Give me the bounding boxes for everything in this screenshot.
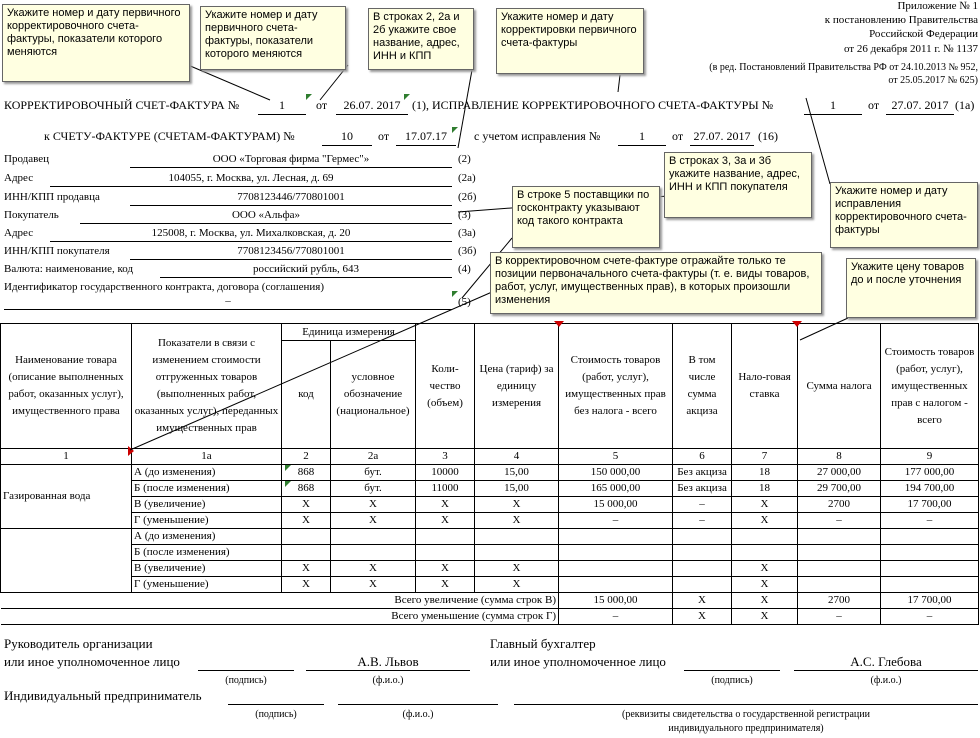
total-increase-cell: X	[732, 593, 798, 609]
field-code-buyer-inn: (3б)	[458, 245, 477, 257]
field-value-seller-address: 104055, г. Москва, ул. Лесная, д. 69	[168, 172, 334, 184]
total-increase-cell: 17 700,00	[881, 593, 979, 609]
field-label-buyer-inn: ИНН/КПП покупателя	[4, 245, 110, 257]
appendix-line-2: к постановлению Правительства	[824, 14, 978, 26]
row-indicator: Б (после изменения)	[132, 481, 282, 497]
invoice-date: 26.07. 2017	[343, 98, 401, 112]
table-cell: 18	[732, 465, 798, 481]
arrow-8	[130, 292, 492, 450]
fix-from-label: от	[868, 98, 880, 112]
invoice-code-1: (1), ИСПРАВЛЕНИЕ КОРРЕКТИРОВОЧНОГО СЧЕТА-ФАКТУРЫ №	[412, 98, 774, 112]
row-indicator: Г (уменьшение)	[132, 577, 282, 593]
note-price: Укажите цену товаров до и после уточнения	[846, 258, 976, 318]
table-cell: 15,00	[475, 481, 559, 497]
accountant-label-1: Главный бухгалтер	[490, 636, 596, 651]
appendix-line-3: Российской Федерации	[869, 28, 978, 40]
invoice-number: 1	[279, 98, 285, 112]
appendix-line-6: от 25.05.2017 № 625)	[888, 75, 978, 86]
table-cell: X	[282, 561, 331, 577]
table-cell: X	[475, 497, 559, 513]
with-fix-label: с учетом исправления №	[474, 129, 601, 143]
col-num: 3	[416, 449, 475, 465]
total-decrease-label: Всего уменьшение (сумма строк Г)	[1, 609, 559, 625]
header-c8: Сумма налога	[798, 324, 881, 449]
head-fio-caption: (ф.и.о.)	[372, 675, 404, 686]
row-indicator: В (увеличение)	[132, 497, 282, 513]
note-fix-correction: Укажите номер и дату исправления корректировочного счета-фактуры	[830, 182, 978, 248]
table-cell: 15 000,00	[559, 497, 673, 513]
header-unit: Единица измерения	[282, 324, 416, 341]
table-cell: 2700	[798, 497, 881, 513]
table-cell: X	[416, 513, 475, 529]
with-fix-date: 27.07. 2017	[693, 129, 751, 143]
accountant-sign-caption: (подпись)	[711, 675, 753, 686]
ip-fio-caption: (ф.и.о.)	[402, 709, 434, 720]
field-label-seller-inn: ИНН/КПП продавца	[4, 191, 100, 203]
table-cell: –	[673, 497, 732, 513]
head-sign-caption: (подпись)	[225, 675, 267, 686]
table-cell: X	[732, 577, 798, 593]
col-num: 2	[282, 449, 331, 465]
row-indicator: Б (после изменения)	[132, 545, 282, 561]
arrow-2	[320, 65, 348, 100]
table-cell: X	[732, 513, 798, 529]
table-cell: 11000	[416, 481, 475, 497]
table-cell: –	[673, 513, 732, 529]
head-name: А.В. Львов	[357, 654, 419, 669]
field-value-seller-inn: 7708123446/770801001	[237, 191, 345, 203]
total-increase-label: Всего увеличение (сумма строк В)	[1, 593, 559, 609]
header-c3: Коли-чество (объем)	[416, 324, 475, 449]
col-num: 1а	[132, 449, 282, 465]
field-value-buyer-address: 125008, г. Москва, ул. Михалковская, д. 20	[151, 227, 351, 239]
with-fix-from-label: от	[672, 129, 684, 143]
table-cell: X	[282, 497, 331, 513]
col-num: 2а	[331, 449, 416, 465]
table-cell: 150 000,00	[559, 465, 673, 481]
table-cell: X	[732, 497, 798, 513]
table-cell: X	[331, 497, 416, 513]
field-value-contract: –	[225, 295, 231, 307]
field-label-buyer: Покупатель	[4, 209, 59, 221]
total-decrease-cell: –	[559, 609, 673, 625]
code-1a: (1а)	[955, 98, 975, 112]
col-num: 4	[475, 449, 559, 465]
table-cell: 15,00	[475, 465, 559, 481]
ip-label: Индивидуальный предприниматель	[4, 688, 202, 703]
to-invoice-label: к СЧЕТУ-ФАКТУРЕ (СЧЕТАМ-ФАКТУРАМ) №	[44, 129, 295, 143]
field-code-buyer: (3)	[458, 209, 471, 221]
note-positions: В корректировочном счете-фактуре отражайте только те позиции первоначального счета-фактуры (т. е. виды товаров, работ, услуг, имущественных прав), в которых произошли изменения	[490, 252, 822, 314]
table-cell: –	[881, 513, 979, 529]
item-name: Газированная вода	[1, 465, 132, 529]
table-cell: X	[416, 561, 475, 577]
accountant-name: А.С. Глебова	[850, 654, 922, 669]
row-indicator: А (до изменения)	[132, 465, 282, 481]
field-value-buyer: ООО «Альфа»	[231, 209, 301, 221]
head-label-2: или иное уполномоченное лицо	[4, 654, 180, 669]
header-c7: Нало-говая ставка	[732, 324, 798, 449]
table-cell: 177 000,00	[881, 465, 979, 481]
row-indicator: В (увеличение)	[132, 561, 282, 577]
table-cell: 868	[282, 465, 331, 481]
code-16: (16)	[758, 129, 778, 143]
table-cell: X	[282, 577, 331, 593]
field-value-seller: ООО «Торговая фирма "Гермес"»	[212, 153, 370, 165]
accountant-label-2: или иное уполномоченное лицо	[490, 654, 666, 669]
header-c6: В том числе сумма акциза	[673, 324, 732, 449]
fix-number: 1	[830, 98, 836, 112]
total-decrease-cell: –	[881, 609, 979, 625]
table-cell: X	[475, 561, 559, 577]
header-c5: Стоимость товаров (работ, услуг), имущественных прав без налога - всего	[559, 324, 673, 449]
field-code-seller-inn: (2б)	[458, 191, 477, 203]
total-increase-cell: 15 000,00	[559, 593, 673, 609]
field-code-contract: (5)	[458, 296, 471, 308]
table-cell: X	[282, 513, 331, 529]
table-cell: X	[732, 561, 798, 577]
header-c2a: условное обозначение (национальное)	[331, 341, 416, 449]
table-cell: бут.	[331, 481, 416, 497]
table-cell: X	[331, 561, 416, 577]
total-increase-cell: 2700	[798, 593, 881, 609]
col-num: 5	[559, 449, 673, 465]
note-primary-invoice: Укажите номер и дату первичного счета-фактуры, показатели которого меняются	[200, 6, 346, 70]
table-cell: 10000	[416, 465, 475, 481]
header-c1a: Показатели в связи с изменением стоимости отгруженных товаров (выполненных работ, оказанных услуг), переданных имущественных прав	[132, 324, 282, 449]
col-num: 8	[798, 449, 881, 465]
row-indicator: А (до изменения)	[132, 529, 282, 545]
note-primary-correction: Укажите номер и дату первичного корректировочного счета-фактуры, показатели которого меняются	[2, 4, 190, 82]
table-cell: –	[798, 513, 881, 529]
table-cell: 18	[732, 481, 798, 497]
table-cell: 868	[282, 481, 331, 497]
note-seller-rows: В строках 2, 2а и 2б укажите свое название, адрес, ИНН и КПП	[368, 8, 474, 70]
table-cell: X	[416, 577, 475, 593]
invoice-from-label: от	[316, 98, 328, 112]
note-contract: В строке 5 поставщики по госконтракту указывают код такого контракта	[512, 186, 660, 248]
table-cell: бут.	[331, 465, 416, 481]
field-value-currency: российский рубль, 643	[252, 263, 360, 275]
head-label-1: Руководитель организации	[4, 636, 153, 651]
col-num: 6	[673, 449, 732, 465]
table-cell: X	[475, 513, 559, 529]
total-decrease-cell: –	[798, 609, 881, 625]
arrow-9	[800, 318, 848, 340]
field-label-buyer-address: Адрес	[4, 227, 34, 239]
field-label-seller: Продавец	[4, 153, 50, 165]
header-c4: Цена (тариф) за единицу измерения	[475, 324, 559, 449]
accountant-fio-caption: (ф.и.о.)	[870, 675, 902, 686]
table-cell: X	[416, 497, 475, 513]
table-cell: 29 700,00	[798, 481, 881, 497]
arrow-4	[618, 75, 620, 92]
header-c1: Наименование товара (описание выполненных работ, оказанных услуг), имущественного права	[1, 324, 132, 449]
row-indicator: Г (уменьшение)	[132, 513, 282, 529]
table-cell: –	[559, 513, 673, 529]
note-correction-number: Укажите номер и дату корректировки первичного счета-фактуры	[496, 8, 644, 74]
field-label-contract: Идентификатор государственного контракта, договора (соглашения)	[4, 281, 325, 293]
fix-date: 27.07. 2017	[891, 98, 949, 112]
col-num: 7	[732, 449, 798, 465]
table-cell: 17 700,00	[881, 497, 979, 513]
total-increase-cell: X	[673, 593, 732, 609]
to-number: 10	[341, 129, 353, 143]
invoice-title: КОРРЕКТИРОВОЧНЫЙ СЧЕТ-ФАКТУРА №	[4, 98, 240, 112]
field-label-currency: Валюта: наименование, код	[4, 263, 134, 275]
table-cell: Без акциза	[673, 481, 732, 497]
ip-sign-caption: (подпись)	[255, 709, 297, 720]
with-fix-number: 1	[639, 129, 645, 143]
to-date: 17.07.17	[405, 129, 447, 143]
field-code-buyer-address: (3а)	[458, 227, 476, 239]
appendix-line-1: Приложение № 1	[897, 0, 978, 12]
field-code-seller: (2)	[458, 153, 471, 165]
total-decrease-cell: X	[673, 609, 732, 625]
appendix-line-5: (в ред. Постановлений Правительства РФ от 24.10.2013 № 952,	[709, 62, 978, 73]
table-cell: 165 000,00	[559, 481, 673, 497]
header-c9: Стоимость товаров (работ, услуг), имущественных прав с налогом - всего	[881, 324, 979, 449]
col-num: 9	[881, 449, 979, 465]
header-c2: код	[282, 341, 331, 449]
field-code-seller-address: (2а)	[458, 172, 476, 184]
total-decrease-cell: X	[732, 609, 798, 625]
ip-reg-caption-2: индивидуального предпринимателя)	[668, 723, 824, 734]
arrow-1	[188, 65, 270, 100]
table-cell: X	[475, 577, 559, 593]
table-cell: 194 700,00	[881, 481, 979, 497]
field-code-currency: (4)	[458, 263, 471, 275]
appendix-line-4: от 26 декабря 2011 г. № 1137	[843, 43, 978, 55]
table-cell: Без акциза	[673, 465, 732, 481]
ip-reg-caption-1: (реквизиты свидетельства о государственной регистрации	[622, 709, 870, 720]
table-cell: X	[331, 513, 416, 529]
field-label-seller-address: Адрес	[4, 172, 34, 184]
col-num: 1	[1, 449, 132, 465]
table-cell: X	[331, 577, 416, 593]
table-cell: 27 000,00	[798, 465, 881, 481]
field-value-buyer-inn: 7708123456/770801001	[237, 245, 345, 257]
note-buyer-rows: В строках 3, 3а и 3б укажите название, адрес, ИНН и КПП покупателя	[664, 152, 812, 218]
to-from-label: от	[378, 129, 390, 143]
arrow-3	[458, 70, 472, 148]
